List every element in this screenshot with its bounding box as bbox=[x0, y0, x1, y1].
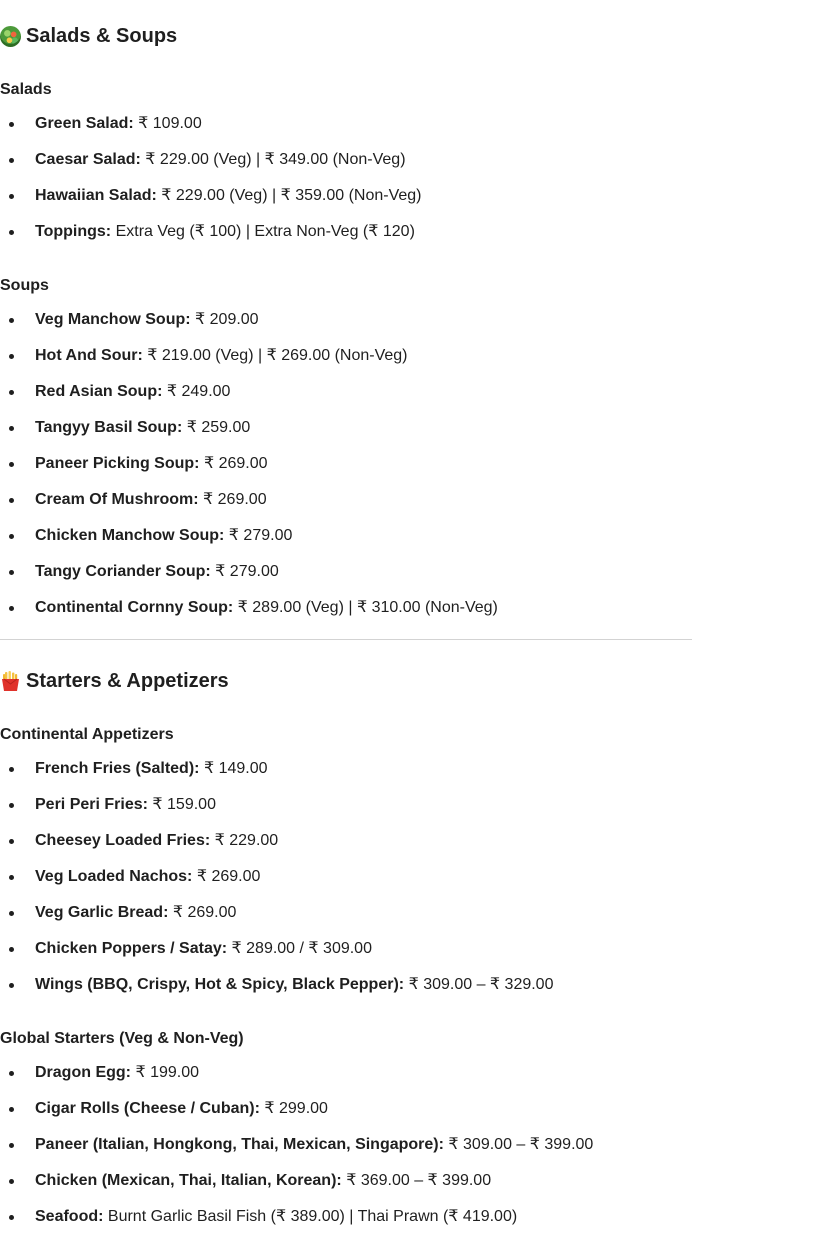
list-item bbox=[0, 859, 692, 895]
list-item bbox=[0, 1055, 692, 1091]
section-title-starters-appetizers bbox=[0, 665, 229, 697]
bullet-icon bbox=[9, 947, 14, 952]
bullet-icon bbox=[9, 462, 14, 467]
item-price: ₹ 309.00 – ₹ 329.00 bbox=[408, 976, 554, 993]
item-price: ₹ 109.00 bbox=[138, 115, 202, 132]
bullet-icon bbox=[9, 1071, 14, 1076]
item-name: Cheesey Loaded Fries: bbox=[35, 832, 211, 849]
bullet-icon bbox=[9, 1107, 14, 1112]
item-name: Paneer (Italian, Hongkong, Thai, Mexican, Singapore): bbox=[35, 1136, 444, 1153]
item-name: Caesar Salad: bbox=[35, 151, 141, 168]
item-price: ₹ 299.00 bbox=[264, 1100, 328, 1117]
bullet-icon bbox=[9, 839, 14, 844]
list-item bbox=[0, 446, 692, 482]
item-name: Paneer Picking Soup: bbox=[35, 455, 200, 472]
bullet-icon bbox=[9, 606, 14, 611]
item-name: Cigar Rolls (Cheese / Cuban): bbox=[35, 1100, 260, 1117]
bullet-icon bbox=[9, 194, 14, 199]
item-name: Dragon Egg: bbox=[35, 1064, 131, 1081]
list-item bbox=[0, 302, 692, 338]
bullet-icon bbox=[9, 534, 14, 539]
item-name: Red Asian Soup: bbox=[35, 383, 163, 400]
item-price: Burnt Garlic Basil Fish (₹ 389.00) | Thai Prawn (₹ 419.00) bbox=[107, 1208, 518, 1225]
item-price: Extra Veg (₹ 100) | Extra Non-Veg (₹ 120) bbox=[115, 223, 415, 240]
bullet-icon bbox=[9, 158, 14, 163]
list-item bbox=[0, 214, 692, 250]
item-name: Tangyy Basil Soup: bbox=[35, 419, 183, 436]
item-price: ₹ 369.00 – ₹ 399.00 bbox=[346, 1172, 492, 1189]
item-name: Cream Of Mushroom: bbox=[35, 491, 199, 508]
item-name: Hot And Sour: bbox=[35, 347, 143, 364]
bullet-icon bbox=[9, 318, 14, 323]
item-price: ₹ 269.00 bbox=[203, 491, 267, 508]
salad-icon bbox=[0, 26, 21, 47]
item-price: ₹ 229.00 (Veg) | ₹ 359.00 (Non-Veg) bbox=[161, 187, 422, 204]
bullet-icon bbox=[9, 1215, 14, 1220]
bullet-icon bbox=[9, 1179, 14, 1184]
section-divider bbox=[0, 639, 692, 640]
list-item bbox=[0, 895, 692, 931]
item-name: Seafood: bbox=[35, 1208, 104, 1225]
subheading-soups: Soups bbox=[0, 277, 49, 294]
item-price: ₹ 279.00 bbox=[215, 563, 279, 580]
item-name: Toppings: bbox=[35, 223, 112, 240]
item-price: ₹ 289.00 / ₹ 309.00 bbox=[231, 940, 372, 957]
item-name: Green Salad: bbox=[35, 115, 134, 132]
fries-icon bbox=[0, 671, 21, 692]
item-name: Wings (BBQ, Crispy, Hot & Spicy, Black Pepper): bbox=[35, 976, 405, 993]
subheading-global-starters: Global Starters (Veg & Non-Veg) bbox=[0, 1030, 244, 1047]
bullet-icon bbox=[9, 390, 14, 395]
bullet-icon bbox=[9, 426, 14, 431]
section-title-text: Starters & Appetizers bbox=[26, 669, 229, 692]
soups-list bbox=[0, 302, 692, 626]
list-item bbox=[0, 518, 692, 554]
bullet-icon bbox=[9, 1143, 14, 1148]
item-name: Continental Cornny Soup: bbox=[35, 599, 234, 616]
list-item bbox=[0, 142, 692, 178]
item-price: ₹ 289.00 (Veg) | ₹ 310.00 (Non-Veg) bbox=[237, 599, 498, 616]
bullet-icon bbox=[9, 122, 14, 127]
list-item bbox=[0, 1091, 692, 1127]
item-name: French Fries (Salted): bbox=[35, 760, 200, 777]
subheading-salads: Salads bbox=[0, 81, 52, 98]
bullet-icon bbox=[9, 767, 14, 772]
list-item bbox=[0, 751, 692, 787]
list-item bbox=[0, 178, 692, 214]
list-item bbox=[0, 338, 692, 374]
section-title-text: Salads & Soups bbox=[26, 24, 178, 47]
item-price: ₹ 199.00 bbox=[135, 1064, 200, 1081]
list-item bbox=[0, 410, 692, 446]
bullet-icon bbox=[9, 875, 14, 880]
item-price: ₹ 269.00 bbox=[196, 868, 261, 885]
item-price: ₹ 229.00 bbox=[214, 832, 279, 849]
list-item bbox=[0, 967, 692, 1003]
item-name: Veg Garlic Bread: bbox=[35, 904, 169, 921]
section-title-salads-soups bbox=[0, 20, 177, 52]
list-item bbox=[0, 1163, 692, 1199]
item-name: Veg Loaded Nachos: bbox=[35, 868, 193, 885]
item-price: ₹ 269.00 bbox=[172, 904, 237, 921]
list-item bbox=[0, 823, 692, 859]
item-name: Hawaiian Salad: bbox=[35, 187, 157, 204]
item-name: Chicken Poppers / Satay: bbox=[35, 940, 228, 957]
bullet-icon bbox=[9, 911, 14, 916]
item-name: Chicken (Mexican, Thai, Italian, Korean): bbox=[35, 1172, 342, 1189]
list-item bbox=[0, 374, 692, 410]
list-item bbox=[0, 554, 692, 590]
item-name: Veg Manchow Soup: bbox=[35, 311, 191, 328]
list-item bbox=[0, 1127, 692, 1163]
list-item bbox=[0, 106, 692, 142]
item-price: ₹ 219.00 (Veg) | ₹ 269.00 (Non-Veg) bbox=[147, 347, 408, 364]
subheading-continental-appetizers: Continental Appetizers bbox=[0, 726, 174, 743]
item-price: ₹ 229.00 (Veg) | ₹ 349.00 (Non-Veg) bbox=[145, 151, 406, 168]
salads-list bbox=[0, 106, 692, 250]
list-item bbox=[0, 482, 692, 518]
item-price: ₹ 309.00 – ₹ 399.00 bbox=[448, 1136, 594, 1153]
continental-appetizers-list bbox=[0, 751, 692, 1003]
item-price: ₹ 149.00 bbox=[203, 760, 268, 777]
bullet-icon bbox=[9, 983, 14, 988]
bullet-icon bbox=[9, 570, 14, 575]
list-item bbox=[0, 1199, 692, 1235]
bullet-icon bbox=[9, 498, 14, 503]
bullet-icon bbox=[9, 354, 14, 359]
list-item bbox=[0, 931, 692, 967]
list-item bbox=[0, 590, 692, 626]
item-name: Chicken Manchow Soup: bbox=[35, 527, 225, 544]
item-price: ₹ 269.00 bbox=[203, 455, 268, 472]
list-item bbox=[0, 787, 692, 823]
item-price: ₹ 159.00 bbox=[152, 796, 216, 813]
item-price: ₹ 249.00 bbox=[166, 383, 231, 400]
item-name: Tangy Coriander Soup: bbox=[35, 563, 211, 580]
global-starters-list bbox=[0, 1055, 692, 1235]
item-name: Peri Peri Fries: bbox=[35, 796, 148, 813]
item-price: ₹ 279.00 bbox=[228, 527, 293, 544]
bullet-icon bbox=[9, 230, 14, 235]
bullet-icon bbox=[9, 803, 14, 808]
item-price: ₹ 209.00 bbox=[195, 311, 259, 328]
item-price: ₹ 259.00 bbox=[186, 419, 251, 436]
